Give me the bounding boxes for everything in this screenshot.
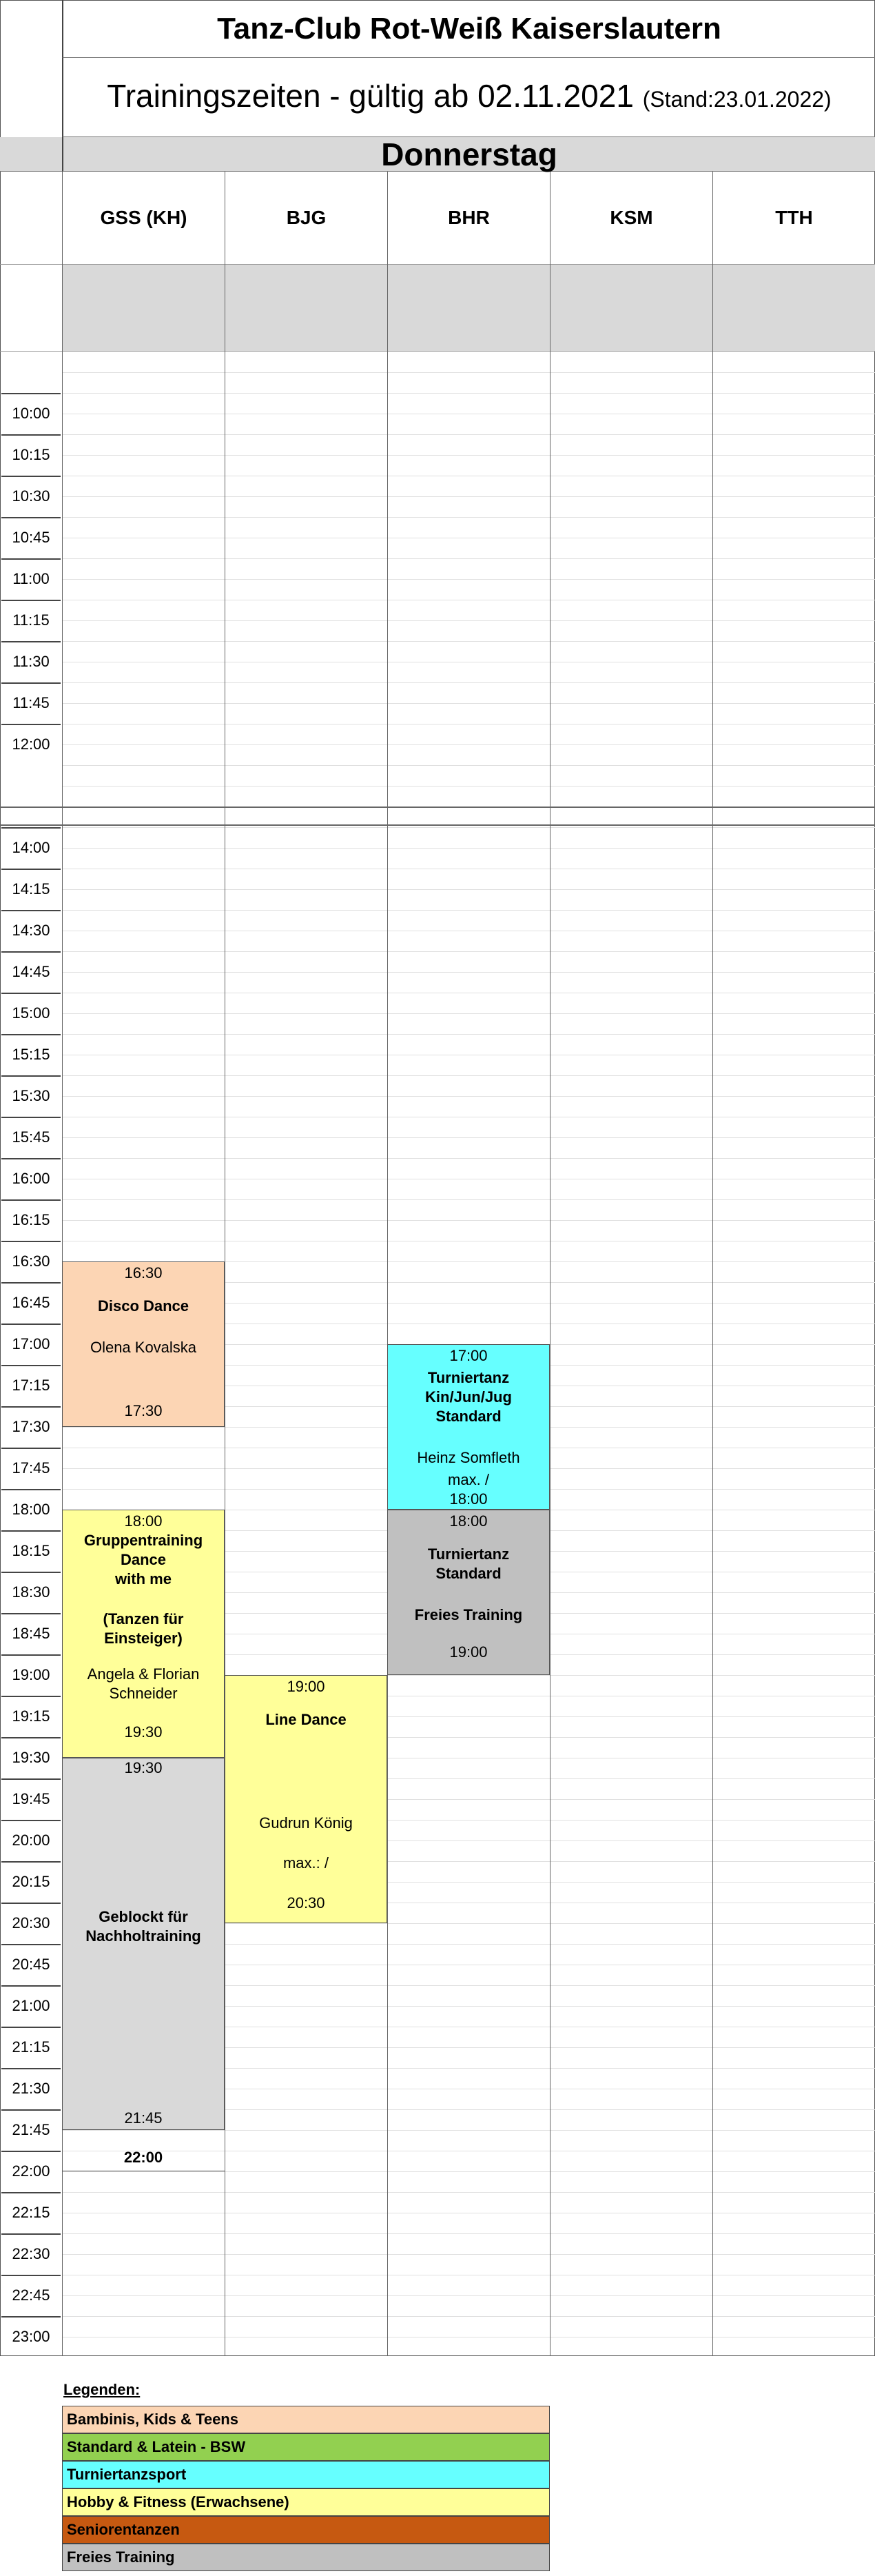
time-tick — [1, 2027, 61, 2028]
event-start-time: 18:00 — [124, 1512, 163, 1530]
column-header-gss-kh[interactable]: GSS (KH) — [62, 172, 225, 264]
event-title-3: Freies Training — [414, 1606, 523, 1623]
grid-line — [62, 889, 875, 890]
grid-line — [62, 1199, 875, 1200]
event-title-3: Standard — [435, 1408, 502, 1425]
grid-line — [62, 744, 875, 745]
event-end-time: 19:00 — [449, 1643, 488, 1661]
colhead-spacer — [0, 172, 62, 264]
time-tick — [1, 393, 61, 394]
time-label: 18:45 — [12, 1625, 50, 1642]
grid-line — [62, 393, 875, 394]
time-label: 19:15 — [12, 1707, 50, 1725]
column-band — [712, 264, 875, 352]
grid-line — [62, 1137, 875, 1138]
time-label: 19:45 — [12, 1790, 50, 1807]
time-label: 16:15 — [12, 1211, 50, 1228]
event-turniertanz-kin[interactable] — [387, 1344, 550, 1510]
time-label: 20:15 — [12, 1873, 50, 1890]
event-title-4: (Tanzen für — [103, 1610, 184, 1627]
grid-line — [62, 620, 875, 621]
time-tick — [1, 1365, 61, 1366]
column-band — [550, 264, 712, 352]
time-tick — [1, 1861, 61, 1863]
event-trainer: Gudrun König — [259, 1814, 353, 1832]
event-title-1: Gruppentraining — [83, 1532, 203, 1549]
grid-line — [62, 434, 875, 435]
event-end-time: 21:45 — [124, 2109, 163, 2127]
end-marker: 22:00 — [62, 2130, 225, 2171]
column-band — [387, 264, 550, 352]
event-title-1: Turniertanz — [427, 1545, 510, 1563]
time-label: 16:00 — [12, 1170, 50, 1187]
time-tick — [1, 434, 61, 436]
time-tick — [1, 682, 61, 684]
column-header-bhr[interactable]: BHR — [387, 172, 550, 264]
grid-line — [62, 951, 875, 952]
event-title-5: Einsteiger) — [104, 1630, 183, 1647]
column-header-ksm[interactable]: KSM — [550, 172, 712, 264]
event-disco-dance[interactable] — [62, 1261, 225, 1427]
time-tick — [1, 1282, 61, 1284]
event-trainer: Olena Kovalska — [90, 1339, 197, 1356]
header-band-left — [0, 264, 62, 352]
time-tick — [1, 1199, 61, 1201]
time-label: 22:30 — [12, 2245, 50, 2262]
grid-line — [62, 827, 875, 828]
grid-line — [0, 824, 875, 826]
time-tick — [1, 2233, 61, 2235]
event-turniertanz-standard[interactable] — [387, 1510, 550, 1675]
grid-line — [62, 579, 875, 580]
time-tick — [1, 1944, 61, 1945]
grid-line — [62, 1013, 875, 1014]
time-tick — [1, 1820, 61, 1821]
time-label: 22:00 — [12, 2162, 50, 2180]
time-label: 12:00 — [12, 736, 50, 753]
grid-line — [62, 1158, 875, 1159]
legend-item: Freies Training — [62, 2544, 550, 2571]
time-label: 15:30 — [12, 1087, 50, 1104]
page-title: Tanz-Club Rot-Weiß Kaiserslautern — [62, 0, 875, 58]
time-label: 10:45 — [12, 529, 50, 546]
event-title: Disco Dance — [97, 1297, 189, 1315]
time-tick — [1, 1241, 61, 1242]
time-tick — [1, 2192, 61, 2193]
time-tick — [1, 869, 61, 870]
grid-line — [62, 641, 875, 642]
column-band — [62, 264, 225, 352]
time-tick — [1, 1654, 61, 1656]
column-band — [225, 264, 387, 352]
time-label: 14:30 — [12, 922, 50, 939]
column-divider — [387, 172, 388, 2356]
event-title-3: with me — [115, 1570, 172, 1588]
event-end-time: 18:00 — [449, 1490, 488, 1508]
time-label: 22:45 — [12, 2286, 50, 2304]
time-tick — [1, 1696, 61, 1697]
grid-line — [62, 910, 875, 911]
validity-text: Trainingszeiten - gültig ab 02.11.2021 — [107, 78, 634, 114]
day-row-left — [0, 137, 62, 172]
grid-line — [62, 1034, 875, 1035]
time-tick — [1, 1530, 61, 1532]
event-trainer-2: Schneider — [109, 1685, 178, 1702]
column-header-tth[interactable]: TTH — [712, 172, 875, 264]
event-gruppentraining[interactable] — [62, 1510, 225, 1758]
grid-line — [62, 2192, 875, 2193]
event-end-time: 17:30 — [124, 1402, 163, 1419]
time-tick — [1, 2109, 61, 2111]
grid-line — [62, 517, 875, 518]
time-tick — [1, 1985, 61, 1987]
time-label: 18:30 — [12, 1583, 50, 1601]
time-tick — [1, 1158, 61, 1159]
time-tick — [1, 827, 61, 829]
grid-line — [62, 1075, 875, 1076]
time-tick — [1, 600, 61, 601]
time-label: 11:15 — [12, 611, 50, 629]
grid-line — [62, 496, 875, 497]
time-label: 10:00 — [12, 405, 50, 422]
event-title-2: Standard — [435, 1565, 502, 1582]
time-tick — [1, 1324, 61, 1325]
legend-item: Seniorentanzen — [62, 2516, 550, 2544]
day-heading: Donnerstag — [62, 137, 875, 172]
time-label: 20:00 — [12, 1832, 50, 1849]
time-label: 23:00 — [12, 2328, 50, 2345]
event-geblockt[interactable] — [62, 1758, 225, 2130]
time-label: 18:00 — [12, 1501, 50, 1518]
time-tick — [1, 2316, 61, 2318]
time-label: 21:15 — [12, 2038, 50, 2056]
time-label: 16:45 — [12, 1294, 50, 1311]
grid-line — [62, 703, 875, 704]
time-tick — [1, 1737, 61, 1738]
time-label: 18:15 — [12, 1542, 50, 1559]
grid-line — [62, 1220, 875, 1221]
time-tick — [1, 910, 61, 911]
time-label: 10:30 — [12, 487, 50, 505]
event-trainer-1: Angela & Florian — [87, 1665, 200, 1683]
event-line-dance[interactable] — [225, 1675, 387, 1923]
time-label: 16:30 — [12, 1252, 50, 1270]
event-title-1: Geblockt für — [99, 1908, 188, 1925]
time-label: 15:15 — [12, 1046, 50, 1063]
time-label: 15:00 — [12, 1004, 50, 1022]
grid-line — [62, 972, 875, 973]
time-label: 19:30 — [12, 1749, 50, 1766]
time-label: 11:30 — [12, 653, 50, 670]
event-end-time: 20:30 — [287, 1894, 325, 1911]
time-label: 17:15 — [12, 1377, 50, 1394]
time-label: 20:45 — [12, 1956, 50, 1973]
time-tick — [1, 2151, 61, 2152]
event-start-time: 19:30 — [124, 1759, 163, 1776]
grid-line — [0, 807, 875, 808]
event-trainer: Heinz Somfleth — [417, 1449, 520, 1466]
time-label: 17:45 — [12, 1459, 50, 1477]
event-start-time: 18:00 — [449, 1512, 488, 1530]
time-tick — [1, 951, 61, 953]
time-tick — [1, 1613, 61, 1614]
legend-item: Bambinis, Kids & Teens — [62, 2406, 550, 2433]
page-subtitle — [62, 58, 875, 137]
time-tick — [1, 1778, 61, 1780]
time-label: 15:45 — [12, 1128, 50, 1146]
time-tick — [1, 1903, 61, 1904]
time-tick — [1, 724, 61, 725]
time-label: 21:45 — [12, 2121, 50, 2138]
legend-item: Turniertanzsport — [62, 2461, 550, 2488]
grid-line — [62, 2171, 875, 2172]
grid-line — [62, 455, 875, 456]
stand-text: (Stand:23.01.2022) — [642, 87, 832, 112]
event-title-2: Kin/Jun/Jug — [425, 1388, 512, 1406]
event-title-1: Turniertanz — [427, 1369, 510, 1386]
grid-line — [62, 2316, 875, 2317]
time-tick — [1, 517, 61, 518]
grid-line — [62, 2295, 875, 2296]
event-title-2: Dance — [120, 1551, 167, 1568]
time-tick — [1, 2068, 61, 2069]
time-label: 17:00 — [12, 1335, 50, 1352]
legend-item: Standard & Latein - BSW — [62, 2433, 550, 2461]
legend-item: Hobby & Fitness (Erwachsene) — [62, 2488, 550, 2516]
time-tick — [1, 1448, 61, 1449]
time-label: 19:00 — [12, 1666, 50, 1683]
time-tick — [1, 1034, 61, 1035]
grid-line — [62, 848, 875, 849]
grid-line — [62, 558, 875, 559]
event-start-time: 19:00 — [287, 1678, 325, 1695]
time-label: 17:30 — [12, 1418, 50, 1435]
time-tick — [1, 1406, 61, 1408]
time-tick — [1, 558, 61, 560]
time-label: 11:45 — [12, 694, 50, 711]
column-header-bjg[interactable]: BJG — [225, 172, 387, 264]
event-start-time: 16:30 — [124, 1264, 163, 1281]
event-title-2: Nachholtraining — [85, 1927, 201, 1945]
grid-line — [62, 765, 875, 766]
time-label: 14:00 — [12, 839, 50, 856]
time-tick — [1, 1117, 61, 1118]
time-label: 20:30 — [12, 1914, 50, 1931]
grid-line — [62, 2233, 875, 2234]
time-label: 22:15 — [12, 2204, 50, 2221]
time-tick — [1, 2275, 61, 2276]
time-tick — [1, 641, 61, 642]
time-label: 14:15 — [12, 880, 50, 897]
time-tick — [1, 1075, 61, 1077]
grid-line — [62, 786, 875, 787]
grid-line — [62, 372, 875, 373]
time-label: 11:00 — [12, 570, 50, 587]
event-start-time: 17:00 — [449, 1347, 488, 1364]
time-label: 10:15 — [12, 446, 50, 463]
grid-line — [62, 682, 875, 683]
time-tick — [1, 476, 61, 477]
time-tick — [1, 993, 61, 994]
time-tick — [1, 1489, 61, 1490]
legend-heading: Legenden: — [63, 2381, 141, 2398]
column-divider — [712, 172, 713, 2356]
grid-line — [62, 1096, 875, 1097]
time-label: 21:00 — [12, 1997, 50, 2014]
time-tick — [1, 1572, 61, 1573]
event-note: max.: / — [282, 1854, 329, 1872]
time-label: 21:30 — [12, 2080, 50, 2097]
event-end-time: 19:30 — [124, 1723, 163, 1741]
event-title: Line Dance — [265, 1711, 347, 1728]
grid-line — [62, 2254, 875, 2255]
event-note: max. / — [448, 1471, 489, 1488]
time-label: 14:45 — [12, 963, 50, 980]
